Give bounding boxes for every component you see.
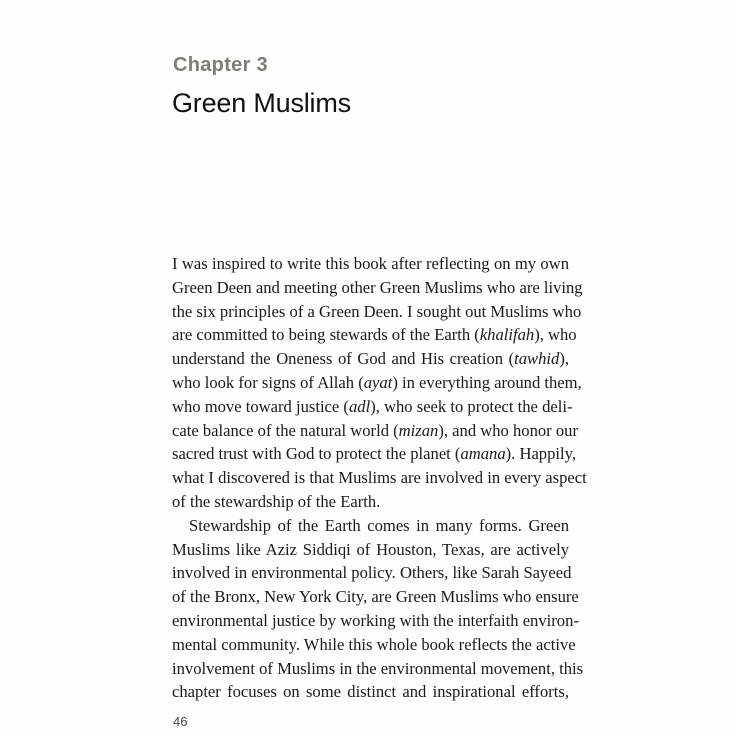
text-line: chapter focuses on some distinct and inspirational efforts,: [172, 682, 569, 702]
italic-term: khalifah: [479, 325, 535, 345]
text-line: understand the Oneness of God and His creation (tawhid),: [172, 349, 569, 369]
text-line: who move toward justice (adl), who seek to protect the deli-: [172, 396, 573, 416]
text-line: Muslims like Aziz Siddiqi of Houston, Texas, are actively: [172, 539, 569, 559]
text-line: what I discovered is that Muslims are involved in every aspect: [172, 468, 587, 488]
text-line: Stewardship of the Earth comes in many forms. Green: [189, 515, 569, 535]
text-line: involved in environmental policy. Others, like Sarah Sayeed: [172, 563, 572, 583]
chapter-title: Green Muslims: [172, 88, 351, 118]
text-line: who look for signs of Allah (ayat) in everything around them,: [172, 372, 582, 392]
italic-term: adl: [348, 396, 371, 416]
text-line: involvement of Muslims in the environmental movement, this: [172, 658, 584, 678]
text-line: are committed to being stewards of the Earth (khalifah), who: [172, 325, 577, 345]
text-line: mental community. While this whole book reflects the active: [172, 634, 576, 654]
text-line: of the stewardship of the Earth.: [172, 491, 381, 511]
text-line: the six principles of a Green Deen. I sought out Muslims who: [172, 301, 582, 321]
italic-term: mizan: [398, 420, 439, 440]
italic-term: ayat: [363, 372, 393, 392]
text-line: environmental justice by working with the interfaith environ-: [172, 610, 579, 630]
text-line: Green Deen and meeting other Green Muslims who are living: [172, 277, 583, 297]
page-number: 46: [173, 714, 188, 729]
body-text: [172, 252, 587, 704]
text-line: sacred trust with God to protect the planet (amana). Happily,: [172, 444, 576, 464]
text-line: I was inspired to write this book after reflecting on my own: [172, 254, 569, 273]
italic-term: amana: [460, 444, 506, 464]
text-line: of the Bronx, New York City, are Green Muslims who ensure: [172, 587, 579, 607]
italic-term: tawhid: [514, 349, 560, 369]
text-line: cate balance of the natural world (mizan), and who honor our: [172, 420, 578, 440]
chapter-label: Chapter 3: [173, 54, 268, 76]
